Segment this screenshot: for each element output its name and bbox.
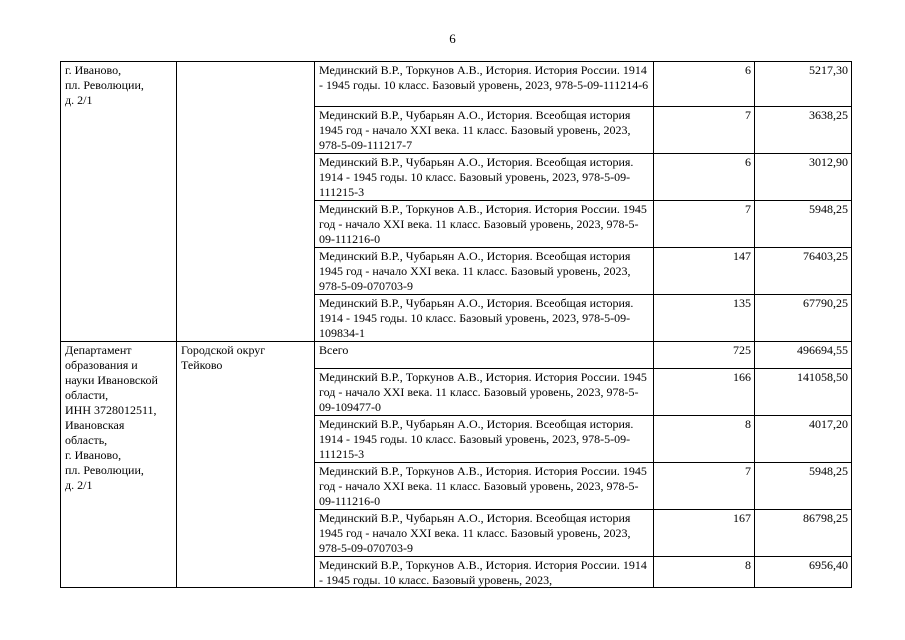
table-row [61, 62, 852, 107]
book-title-cell: Мединский В.Р., Торкунов А.В., История. История России. 1945 год - начало XXI века. 11 класс. Базовый уровень, 2023, 978-5-09-111216-0 [315, 463, 654, 510]
quantity-cell: 7 [654, 107, 755, 154]
organization-line: науки Ивановской [65, 373, 158, 387]
book-title-cell: Мединский В.Р., Чубарьян А.О., История. Всеобщая история. 1914 - 1945 годы. 10 класс. Базовый уровень, 2023, 978-5-09-109834-1 [315, 295, 654, 342]
amount-cell: 86798,25 [755, 510, 852, 557]
organization-line: г. Иваново, [65, 448, 122, 462]
quantity-cell: 8 [654, 557, 755, 588]
book-title-cell: Мединский В.Р., Чубарьян А.О., История. Всеобщая история 1945 год - начало XXI века. 11 класс. Базовый уровень, 2023, 978-5-09-070703-9 [315, 248, 654, 295]
organization-line: д. 2/1 [65, 478, 93, 492]
municipality-cell [177, 62, 315, 342]
total-amount-cell: 496694,55 [755, 342, 852, 369]
address-line: пл. Революции, [65, 78, 144, 92]
organization-cell [61, 62, 177, 342]
organization-line: ИНН 3728012511, [65, 403, 157, 417]
organization-line: образования и [65, 358, 138, 372]
organization-line: области, [65, 388, 109, 402]
book-title-cell: Мединский В.Р., Чубарьян А.О., История. Всеобщая история 1945 год - начало XXI века. 11 класс. Базовый уровень, 2023, 978-5-09-070703-9 [315, 510, 654, 557]
organization-line: пл. Революции, [65, 463, 144, 477]
quantity-cell: 8 [654, 416, 755, 463]
page-number: 6 [449, 31, 456, 46]
amount-cell: 5948,25 [755, 201, 852, 248]
address-line: д. 2/1 [65, 93, 93, 107]
book-title-cell: Мединский В.Р., Чубарьян А.О., История. Всеобщая история. 1914 - 1945 годы. 10 класс. Базовый уровень, 2023, 978-5-09-111215-3 [315, 416, 654, 463]
organization-line: область, [65, 433, 108, 447]
organization-line: Департамент [65, 343, 132, 357]
address-line: г. Иваново, [65, 63, 122, 77]
amount-cell: 4017,20 [755, 416, 852, 463]
book-title-text: Мединский В.Р., Торкунов А.В., История. История России. 1914 - 1945 годы. 10 класс. Базовый уровень, 2023, [319, 558, 647, 587]
amount-cell: 6956,40 [755, 557, 852, 588]
quantity-cell: 6 [654, 62, 755, 107]
quantity-cell: 7 [654, 201, 755, 248]
amount-cell: 5217,30 [755, 62, 852, 107]
total-label-cell: Всего [315, 342, 654, 369]
quantity-cell: 6 [654, 154, 755, 201]
amount-cell: 141058,50 [755, 369, 852, 416]
book-title-cell: Мединский В.Р., Чубарьян А.О., История. Всеобщая история. 1914 - 1945 годы. 10 класс. Базовый уровень, 2023, 978-5-09-111215-3 [315, 154, 654, 201]
quantity-cell: 147 [654, 248, 755, 295]
total-row [61, 342, 852, 369]
municipality-cell [177, 342, 315, 588]
amount-cell: 5948,25 [755, 463, 852, 510]
amount-cell: 3638,25 [755, 107, 852, 154]
quantity-cell: 167 [654, 510, 755, 557]
quantity-cell: 166 [654, 369, 755, 416]
municipality-line: Городской округ [181, 343, 266, 357]
total-quantity-cell: 725 [654, 342, 755, 369]
allocation-table [60, 61, 852, 588]
book-title-cell: Мединский В.Р., Чубарьян А.О., История. Всеобщая история 1945 год - начало XXI века. 11 класс. Базовый уровень, 2023, 978-5-09-111217-7 [315, 107, 654, 154]
amount-cell: 76403,25 [755, 248, 852, 295]
quantity-cell: 135 [654, 295, 755, 342]
municipality-line: Тейково [181, 358, 223, 372]
book-title-cell: Мединский В.Р., Торкунов А.В., История. История России. 1945 год - начало XXI века. 11 класс. Базовый уровень, 2023, 978-5-09-111216-0 [315, 201, 654, 248]
organization-cell [61, 342, 177, 588]
book-title-cell: Мединский В.Р., Торкунов А.В., История. История России. 1914 - 1945 годы. 10 класс. Базовый уровень, 2023, 978-5-09-111214-6 [315, 62, 654, 107]
book-title-cell [315, 557, 654, 588]
organization-line: Ивановская [65, 418, 125, 432]
quantity-cell: 7 [654, 463, 755, 510]
amount-cell: 3012,90 [755, 154, 852, 201]
book-title-cell: Мединский В.Р., Торкунов А.В., История. История России. 1945 год - начало XXI века. 11 класс. Базовый уровень, 2023, 978-5-09-109477-0 [315, 369, 654, 416]
amount-cell: 67790,25 [755, 295, 852, 342]
